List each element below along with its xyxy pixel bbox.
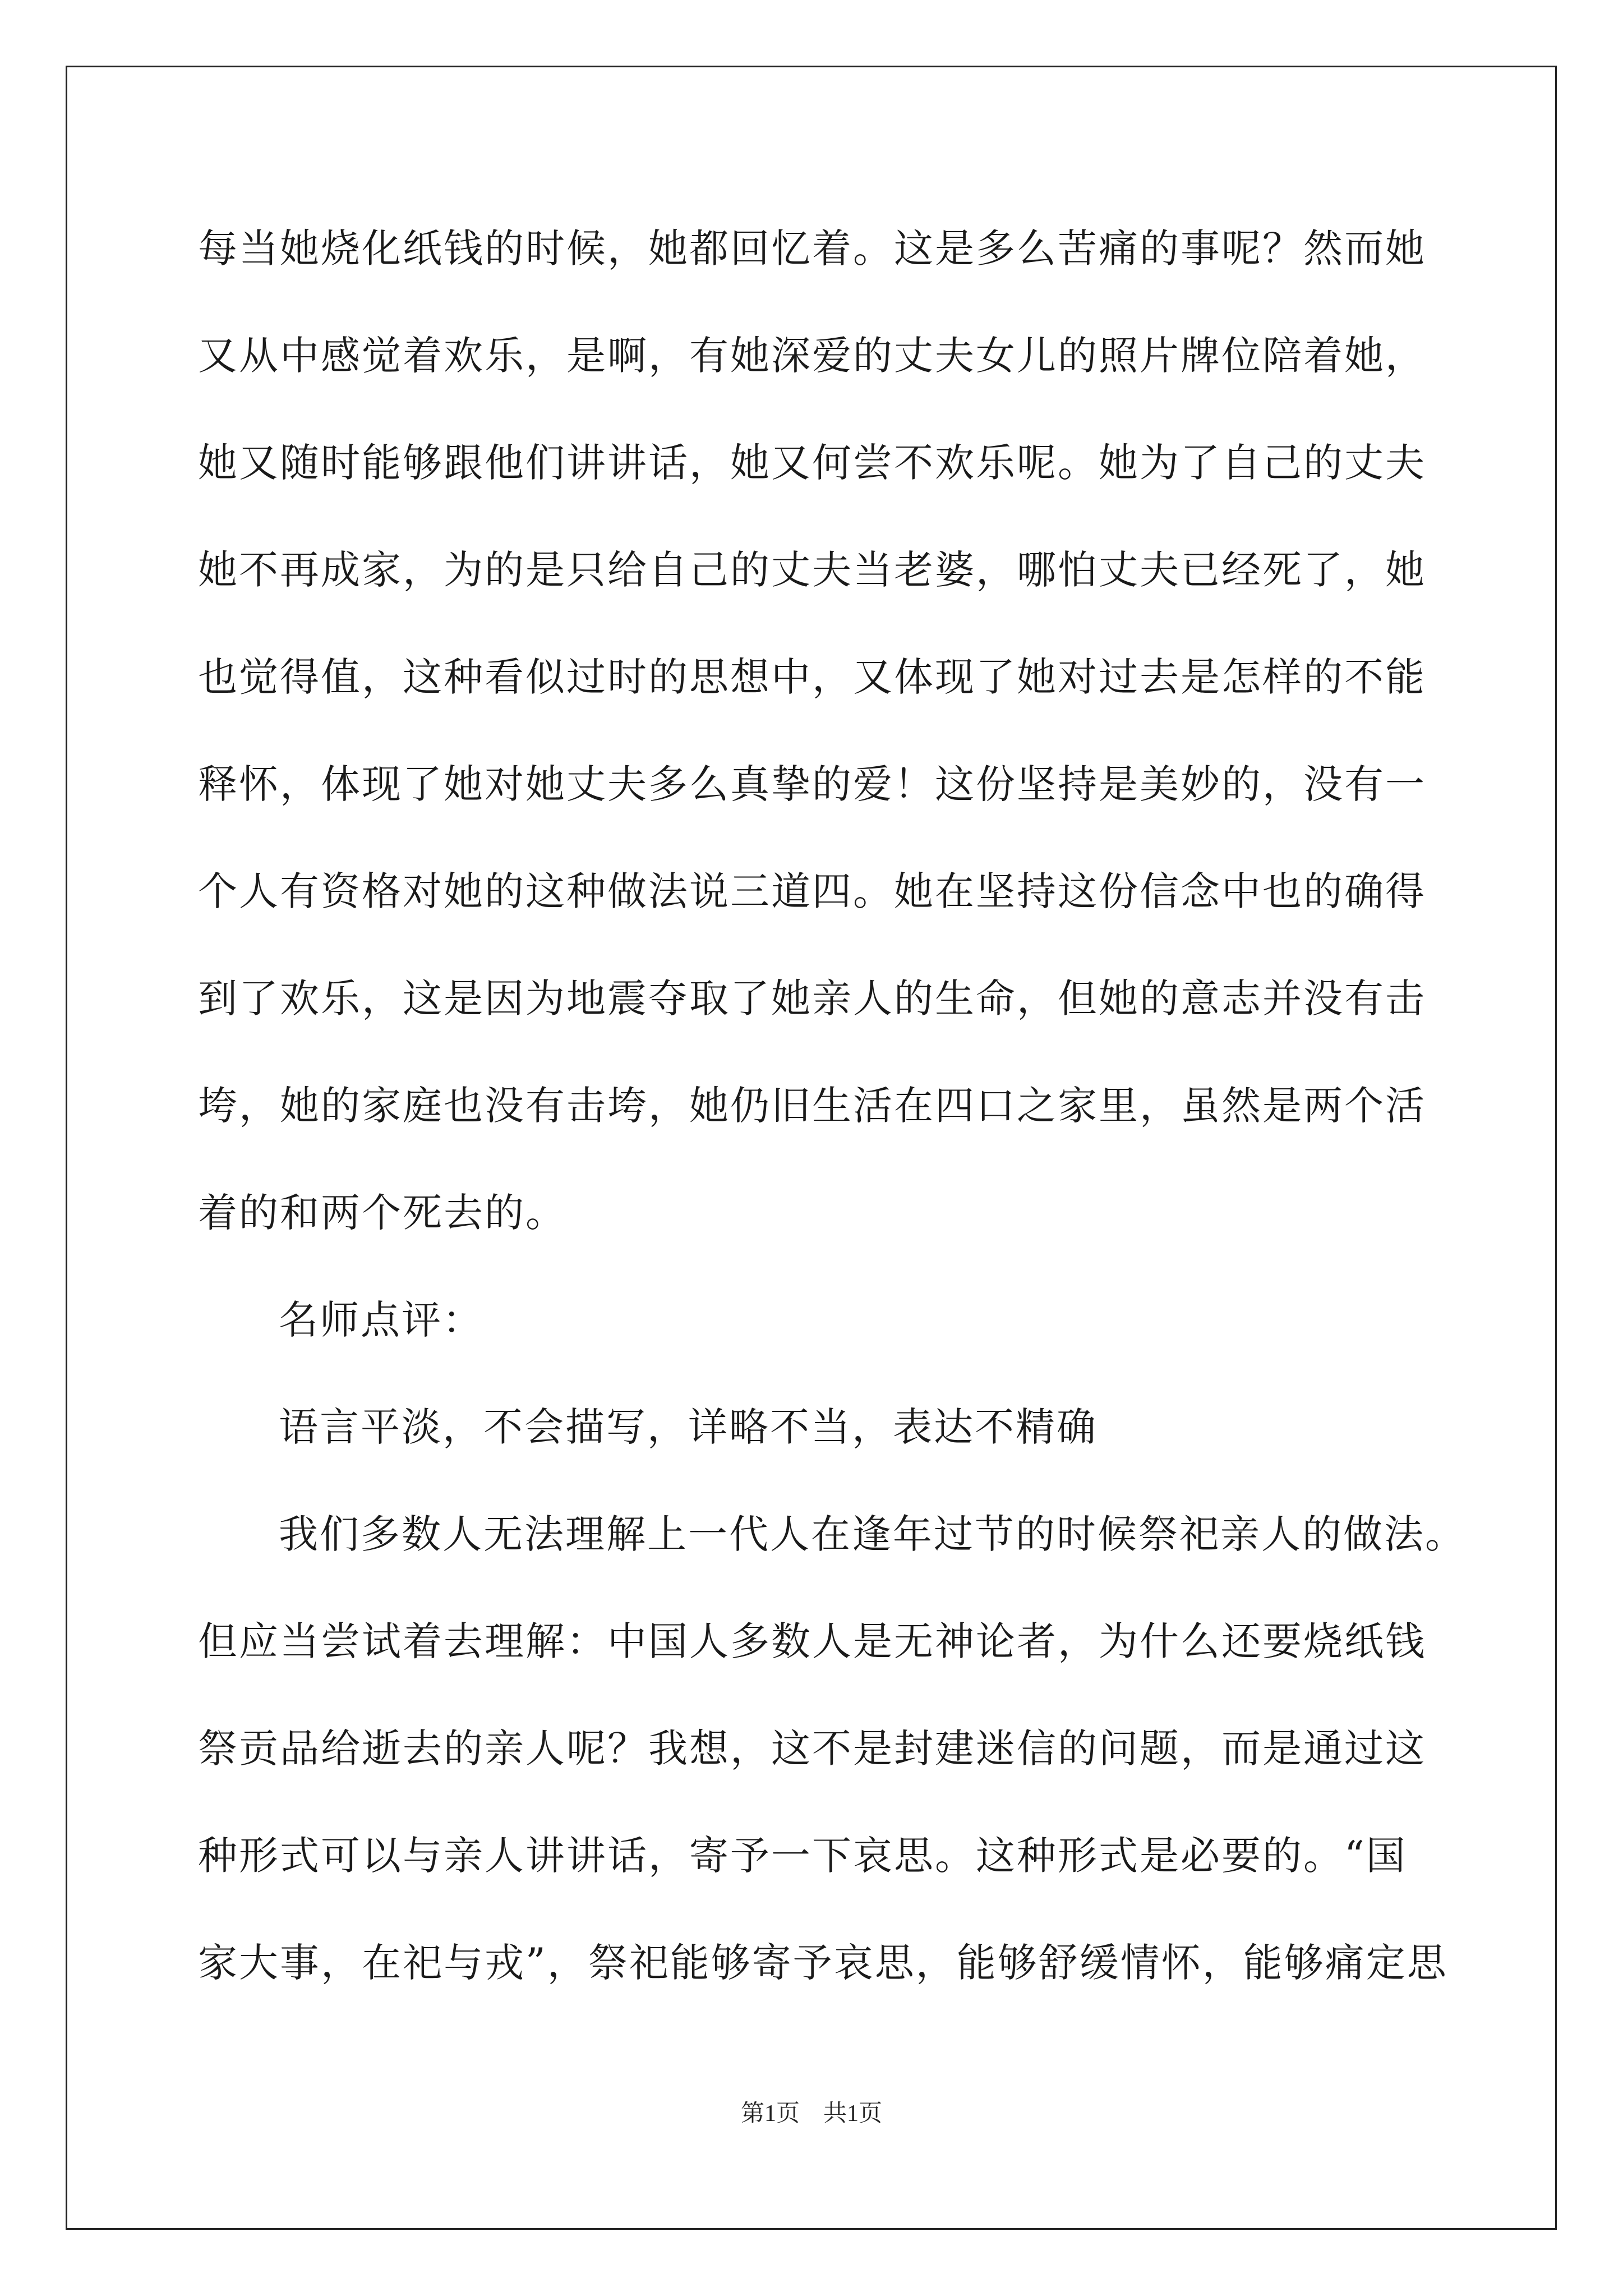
paragraph-1-line-9: 垮，她的家庭也没有击垮，她仍旧生活在四口之家里，虽然是两个活 xyxy=(198,1083,1426,1129)
paragraph-2-line-2: 但应当尝试着去理解：中国人多数人是无神论者，为什么还要烧纸钱 xyxy=(198,1618,1426,1664)
paragraph-2-line-4: 种形式可以与亲人讲讲话，寄予一下哀思。这种形式是必要的。“国 xyxy=(198,1833,1407,1879)
paragraph-2-line-3: 祭贡品给逝去的亲人呢？我想，这不是封建迷信的问题，而是通过这 xyxy=(198,1726,1426,1772)
paragraph-1-line-3: 她又随时能够跟他们讲讲话，她又何尝不欢乐呢。她为了自己的丈夫 xyxy=(198,440,1426,486)
paragraph-2-line-1: 我们多数人无法理解上一代人在逢年过节的时候祭祀亲人的做法。 xyxy=(279,1511,1466,1557)
paragraph-1-line-4: 她不再成家，为的是只给自己的丈夫当老婆，哪怕丈夫已经死了，她 xyxy=(198,547,1426,593)
paragraph-1-line-7: 个人有资格对她的这种做法说三道四。她在坚持这份信念中也的确得 xyxy=(198,868,1426,914)
paragraph-1-line-6: 释怀，体现了她对她丈夫多么真挚的爱！这份坚持是美妙的，没有一 xyxy=(198,761,1426,807)
review-text: 语言平淡，不会描写，详略不当，表达不精确 xyxy=(279,1404,1098,1450)
page-number-footer: 第1页 共1页 xyxy=(740,2101,882,2127)
paragraph-1-line-8: 到了欢乐，这是因为地震夺取了她亲人的生命，但她的意志并没有击 xyxy=(198,976,1426,1022)
paragraph-2-line-5: 家大事，在祀与戎”，祭祀能够寄予哀思，能够舒缓情怀，能够痛定思 xyxy=(198,1940,1448,1986)
review-heading: 名师点评： xyxy=(279,1297,483,1343)
paragraph-1-line-2: 又从中感觉着欢乐，是啊，有她深爱的丈夫女儿的照片牌位陪着她， xyxy=(198,333,1426,379)
paragraph-1-line-10: 着的和两个死去的。 xyxy=(198,1190,566,1236)
paragraph-1-line-1: 每当她烧化纸钱的时候，她都回忆着。这是多么苦痛的事呢？然而她 xyxy=(198,226,1426,272)
page-border xyxy=(66,66,1557,2230)
paragraph-1-line-5: 也觉得值，这种看似过时的思想中，又体现了她对过去是怎样的不能 xyxy=(198,654,1426,700)
